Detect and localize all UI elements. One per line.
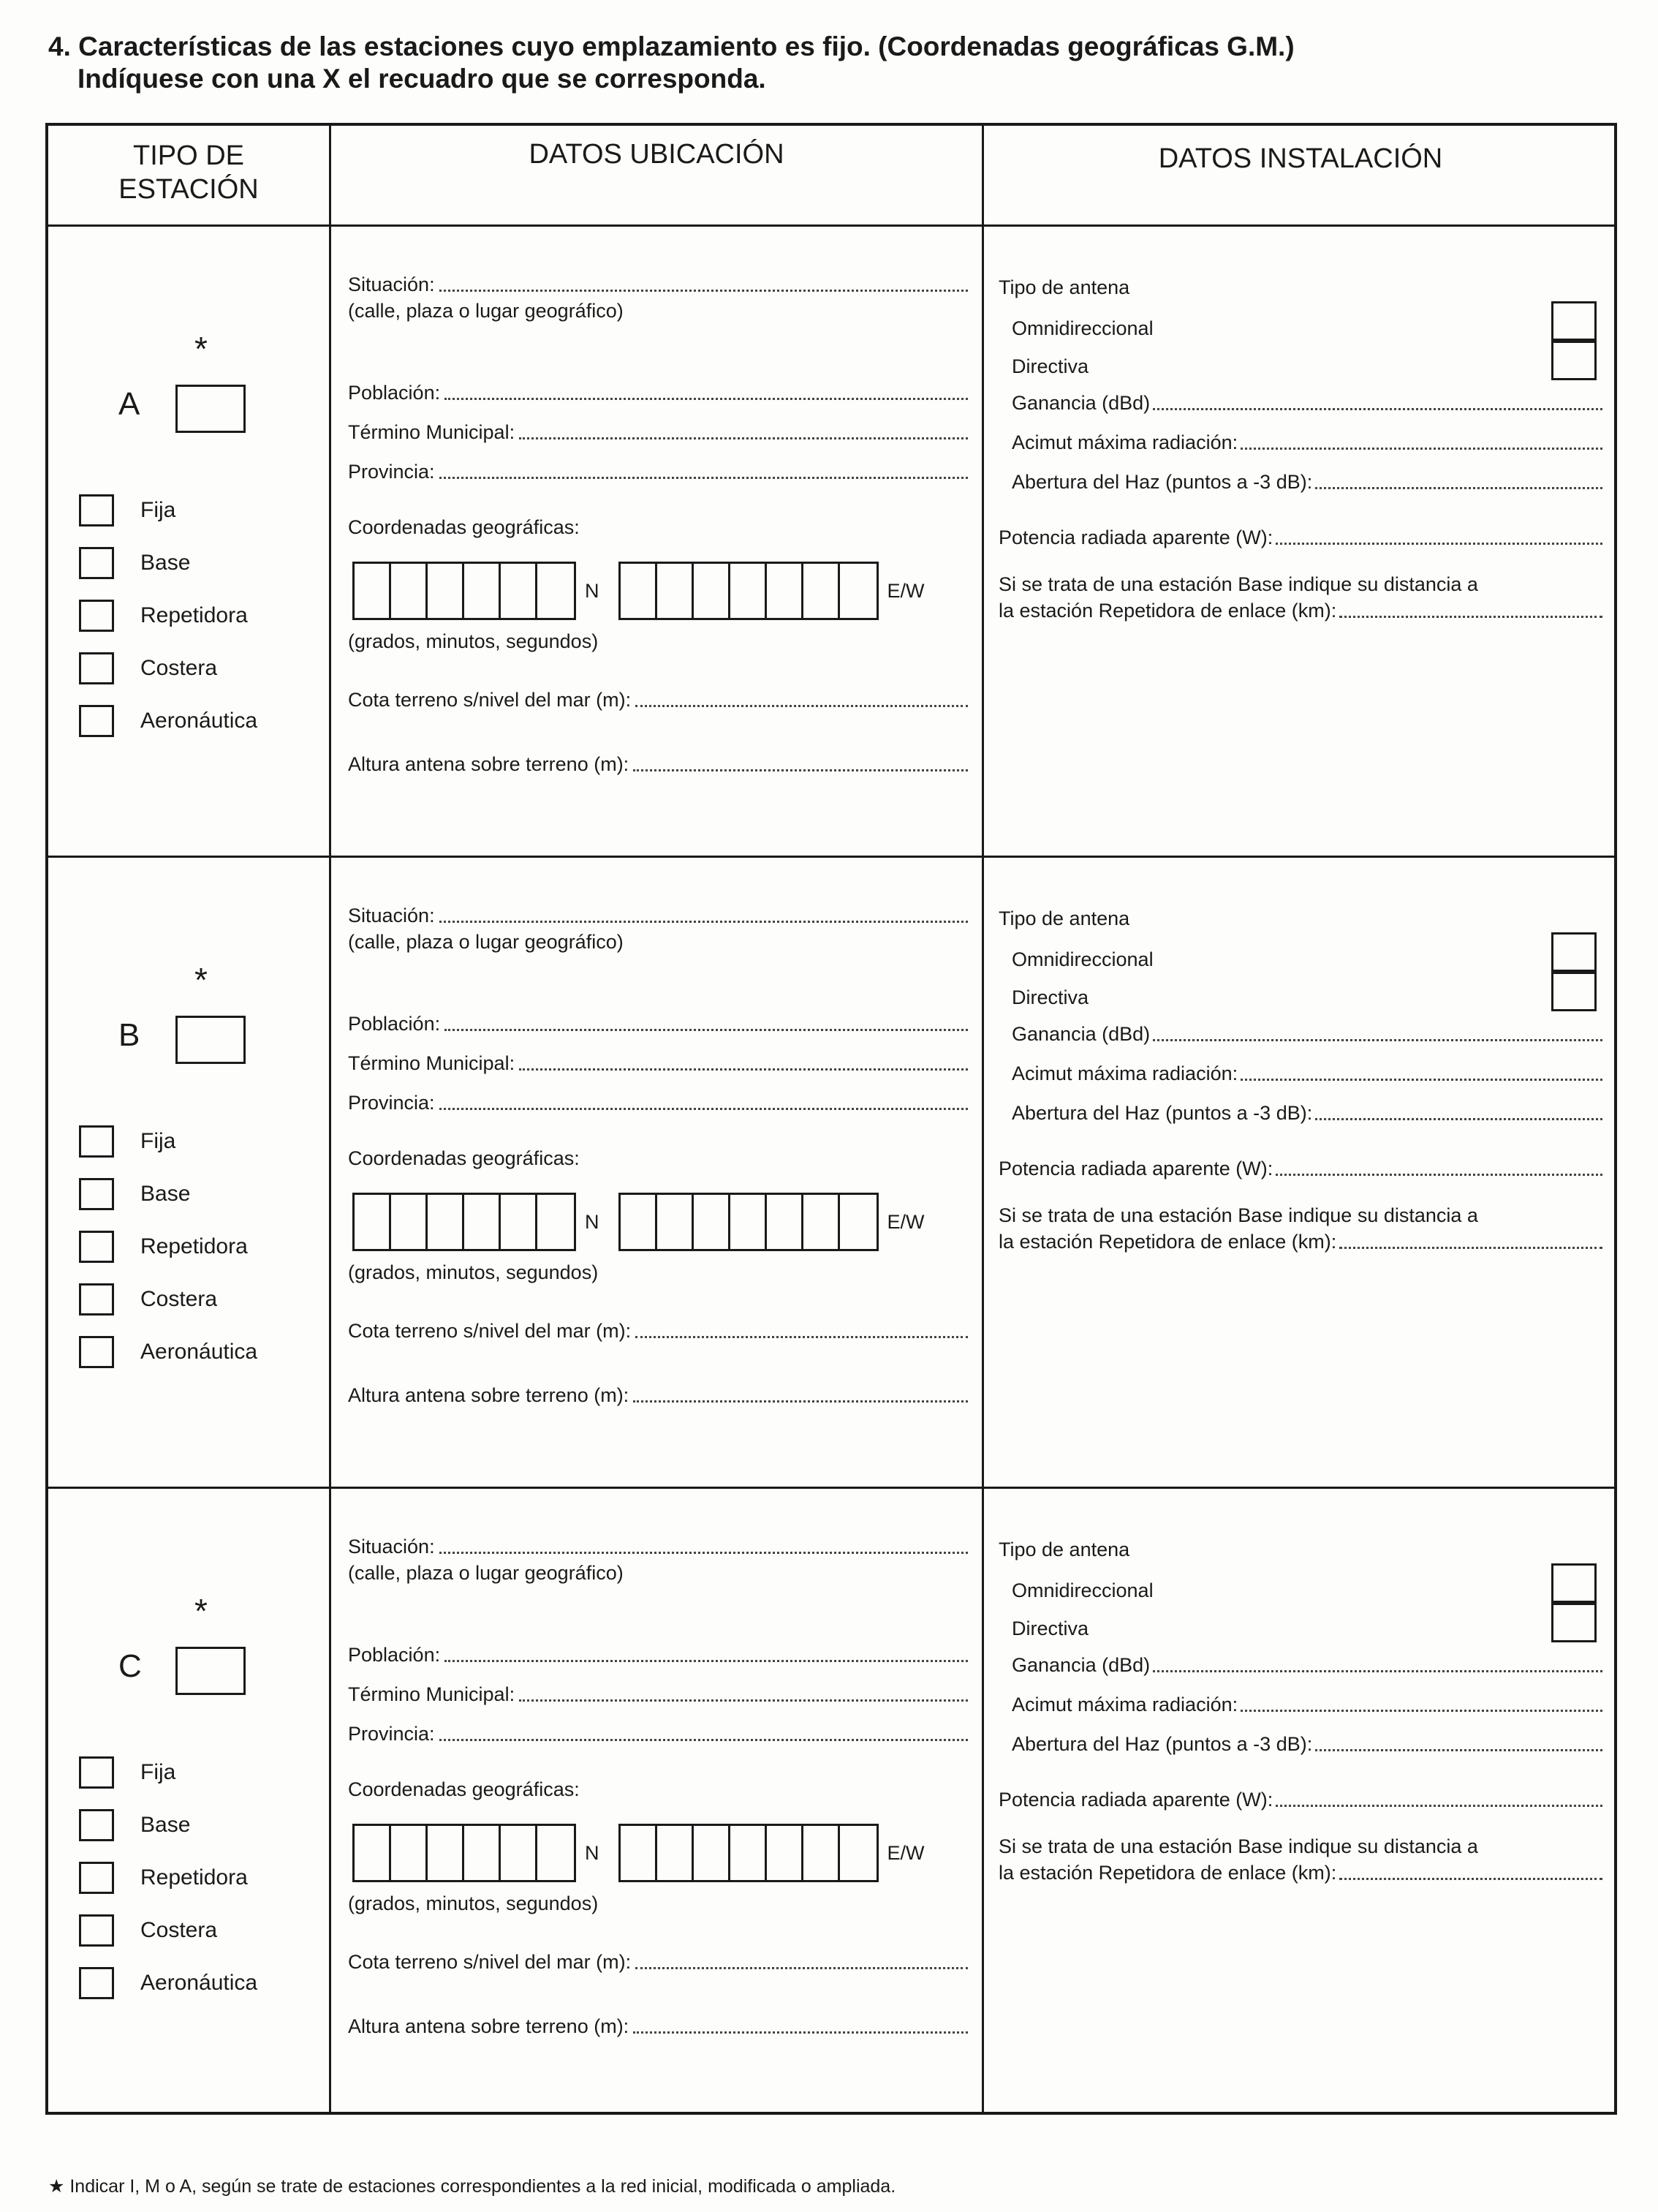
type-label: Fija bbox=[140, 1129, 176, 1153]
fill-line[interactable] bbox=[1241, 434, 1602, 450]
tipo-antena-label: Tipo de antena bbox=[999, 276, 1130, 298]
coord-cell[interactable] bbox=[767, 1195, 803, 1249]
repetidora-checkbox[interactable] bbox=[79, 1231, 114, 1263]
coord-cell[interactable] bbox=[767, 564, 803, 618]
omni-checkbox[interactable] bbox=[1551, 932, 1597, 972]
stations-table bbox=[45, 123, 1617, 2115]
type-option-aeronautica[interactable] bbox=[79, 695, 257, 747]
field-label: Provincia: bbox=[348, 1723, 435, 1745]
fill-line[interactable] bbox=[1276, 1791, 1602, 1807]
coord-cell[interactable] bbox=[501, 1195, 537, 1249]
east-west-label: E/W bbox=[887, 579, 925, 602]
aeronautica-checkbox[interactable] bbox=[79, 1967, 114, 1999]
fill-line[interactable] bbox=[633, 1386, 968, 1403]
station-code-box[interactable] bbox=[175, 1647, 246, 1695]
fill-line[interactable] bbox=[633, 2017, 968, 2034]
coord-cell[interactable] bbox=[803, 1195, 840, 1249]
field-label: Altura antena sobre terreno (m): bbox=[348, 753, 629, 775]
field-label: Abertura del Haz (puntos a -3 dB): bbox=[1012, 1733, 1313, 1755]
repetidora-checkbox[interactable] bbox=[79, 600, 114, 632]
type-option-costera[interactable] bbox=[79, 1273, 257, 1326]
star-marker: * bbox=[194, 330, 208, 368]
coord-cell[interactable] bbox=[694, 1195, 730, 1249]
base-checkbox[interactable] bbox=[79, 1809, 114, 1841]
fill-line[interactable] bbox=[439, 276, 968, 292]
fill-line[interactable] bbox=[444, 1646, 968, 1662]
fill-line[interactable] bbox=[1339, 1233, 1602, 1249]
base-distance-field[interactable] bbox=[999, 1231, 1602, 1253]
fija-checkbox[interactable] bbox=[79, 1756, 114, 1789]
field-label: Ganancia (dBd) bbox=[1012, 392, 1151, 414]
costera-checkbox[interactable] bbox=[79, 1283, 114, 1316]
field-label: Situación: bbox=[348, 273, 435, 295]
omni-checkbox[interactable] bbox=[1551, 301, 1597, 341]
coord-cell[interactable] bbox=[840, 1195, 877, 1249]
coordinates-hint: (grados, minutos, segundos) bbox=[348, 630, 599, 652]
type-option-base[interactable] bbox=[79, 1168, 257, 1220]
fill-line[interactable] bbox=[519, 423, 968, 439]
type-option-base[interactable] bbox=[79, 537, 257, 589]
type-label: Base bbox=[140, 1182, 191, 1206]
star-icon: ★ bbox=[48, 2176, 70, 2197]
station-letter: B bbox=[118, 1017, 140, 1053]
field-label: Ganancia (dBd) bbox=[1012, 1654, 1151, 1676]
coord-cell[interactable] bbox=[428, 564, 464, 618]
fill-line[interactable] bbox=[1276, 529, 1602, 545]
field-label: Altura antena sobre terreno (m): bbox=[348, 2015, 629, 2037]
acimut-field[interactable] bbox=[1012, 1694, 1602, 1716]
field-label: Población: bbox=[348, 382, 441, 404]
coord-cell[interactable] bbox=[803, 1826, 840, 1880]
coord-cell[interactable] bbox=[657, 1195, 694, 1249]
station-code-box[interactable] bbox=[175, 385, 246, 433]
fill-line[interactable] bbox=[1315, 473, 1602, 489]
type-option-base[interactable] bbox=[79, 1799, 257, 1851]
tipo-antena-label: Tipo de antena bbox=[999, 907, 1130, 929]
footnote bbox=[48, 2175, 896, 2197]
field-label: Situación: bbox=[348, 905, 435, 926]
field-label: Provincia: bbox=[348, 461, 435, 483]
coord-cell[interactable] bbox=[428, 1195, 464, 1249]
coordinates-input-row bbox=[352, 562, 944, 620]
abertura-haz-field[interactable] bbox=[1012, 1102, 1602, 1125]
type-option-costera[interactable] bbox=[79, 1904, 257, 1957]
north-label: N bbox=[585, 1210, 599, 1233]
situacion-hint: (calle, plaza o lugar geográfico) bbox=[348, 1562, 624, 1584]
longitude-boxes[interactable] bbox=[618, 1193, 879, 1251]
fill-line[interactable] bbox=[1315, 1735, 1602, 1751]
omni-label: Omnidireccional bbox=[1012, 317, 1154, 339]
altura-antena-field[interactable] bbox=[348, 1384, 968, 1407]
base-distance-text: Si se trata de una estación Base indique su distancia a bbox=[999, 573, 1478, 595]
fill-line[interactable] bbox=[444, 384, 968, 400]
field-label: Potencia radiada aparente (W): bbox=[999, 526, 1273, 548]
header-datos-instalacion: DATOS INSTALACIÓN bbox=[1158, 143, 1443, 174]
header-tipo-estacion: TIPO DE ESTACIÓN bbox=[118, 140, 259, 205]
fill-line[interactable] bbox=[439, 463, 968, 479]
station-letter: A bbox=[118, 386, 140, 422]
costera-checkbox[interactable] bbox=[79, 1914, 114, 1947]
fill-line[interactable] bbox=[1276, 1160, 1602, 1176]
directiva-label: Directiva bbox=[1012, 986, 1089, 1008]
field-label: Provincia: bbox=[348, 1092, 435, 1114]
coord-cell[interactable] bbox=[537, 564, 574, 618]
field-label: Término Municipal: bbox=[348, 1683, 515, 1705]
type-option-costera[interactable] bbox=[79, 642, 257, 695]
type-label: Costera bbox=[140, 656, 218, 680]
field-label: la estación Repetidora de enlace (km): bbox=[999, 600, 1337, 622]
altura-antena-field[interactable] bbox=[348, 2015, 968, 2038]
type-label: Fija bbox=[140, 498, 176, 522]
base-checkbox[interactable] bbox=[79, 1178, 114, 1210]
north-label: N bbox=[585, 1841, 599, 1864]
field-label: Cota terreno s/nivel del mar (m): bbox=[348, 1951, 632, 1973]
coordinates-hint: (grados, minutos, segundos) bbox=[348, 1892, 599, 1914]
fill-line[interactable] bbox=[635, 1322, 968, 1338]
fill-line[interactable] bbox=[444, 1015, 968, 1031]
field-label: Población: bbox=[348, 1644, 441, 1666]
fill-line[interactable] bbox=[439, 1725, 968, 1741]
station-type-list bbox=[79, 1115, 257, 1378]
type-option-fija[interactable] bbox=[79, 1746, 257, 1799]
provincia-field[interactable] bbox=[348, 1723, 968, 1745]
directiva-checkbox[interactable] bbox=[1551, 972, 1597, 1011]
base-distance-field[interactable] bbox=[999, 600, 1602, 622]
coord-cell[interactable] bbox=[391, 564, 428, 618]
ganancia-field[interactable] bbox=[1012, 1654, 1602, 1677]
latitude-boxes[interactable] bbox=[352, 1824, 576, 1882]
coord-cell[interactable] bbox=[464, 564, 501, 618]
cota-terreno-field[interactable] bbox=[348, 689, 968, 711]
directiva-checkbox[interactable] bbox=[1551, 341, 1597, 380]
type-option-aeronautica[interactable] bbox=[79, 1957, 257, 2009]
omni-checkbox[interactable] bbox=[1551, 1563, 1597, 1603]
coord-cell[interactable] bbox=[501, 564, 537, 618]
east-west-label: E/W bbox=[887, 1210, 925, 1233]
type-label: Aeronáutica bbox=[140, 1340, 258, 1364]
field-label: Término Municipal: bbox=[348, 1052, 515, 1074]
fill-line[interactable] bbox=[1153, 1025, 1602, 1041]
latitude-boxes[interactable] bbox=[352, 1193, 576, 1251]
fill-line[interactable] bbox=[635, 1953, 968, 1969]
repetidora-checkbox[interactable] bbox=[79, 1862, 114, 1894]
field-label: Acimut máxima radiación: bbox=[1012, 431, 1238, 453]
coord-cell[interactable] bbox=[840, 1826, 877, 1880]
acimut-field[interactable] bbox=[1012, 431, 1602, 454]
cota-terreno-field[interactable] bbox=[348, 1951, 968, 1974]
field-label: Potencia radiada aparente (W): bbox=[999, 1789, 1273, 1811]
abertura-haz-field[interactable] bbox=[1012, 471, 1602, 494]
directiva-label: Directiva bbox=[1012, 355, 1089, 377]
field-label: Situación: bbox=[348, 1536, 435, 1558]
provincia-field[interactable] bbox=[348, 461, 968, 483]
type-option-repetidora[interactable] bbox=[79, 1851, 257, 1904]
star-marker: * bbox=[194, 961, 208, 999]
coord-cell[interactable] bbox=[803, 564, 840, 618]
coord-cell[interactable] bbox=[621, 564, 657, 618]
coord-cell[interactable] bbox=[657, 564, 694, 618]
fill-line[interactable] bbox=[1241, 1696, 1602, 1712]
coord-cell[interactable] bbox=[428, 1826, 464, 1880]
field-label: Potencia radiada aparente (W): bbox=[999, 1158, 1273, 1179]
directiva-label: Directiva bbox=[1012, 1618, 1089, 1639]
type-label: Repetidora bbox=[140, 1865, 248, 1890]
fill-line[interactable] bbox=[439, 1538, 968, 1554]
potencia-field[interactable] bbox=[999, 1158, 1602, 1180]
provincia-field[interactable] bbox=[348, 1092, 968, 1114]
field-label: Cota terreno s/nivel del mar (m): bbox=[348, 1320, 632, 1342]
coord-cell[interactable] bbox=[730, 1826, 767, 1880]
type-option-repetidora[interactable] bbox=[79, 1220, 257, 1273]
base-distance-text: Si se trata de una estación Base indique su distancia a bbox=[999, 1204, 1478, 1226]
fija-checkbox[interactable] bbox=[79, 1125, 114, 1158]
type-label: Base bbox=[140, 1813, 191, 1837]
station-type-list bbox=[79, 484, 257, 747]
altura-antena-field[interactable] bbox=[348, 753, 968, 776]
type-label: Costera bbox=[140, 1287, 218, 1311]
type-label: Fija bbox=[140, 1760, 176, 1784]
field-label: la estación Repetidora de enlace (km): bbox=[999, 1862, 1337, 1884]
coord-cell[interactable] bbox=[730, 564, 767, 618]
poblacion-field[interactable] bbox=[348, 1644, 968, 1666]
fill-line[interactable] bbox=[635, 691, 968, 707]
fill-line[interactable] bbox=[1315, 1104, 1602, 1120]
potencia-field[interactable] bbox=[999, 1789, 1602, 1811]
field-label: Abertura del Haz (puntos a -3 dB): bbox=[1012, 1102, 1313, 1124]
section-heading bbox=[48, 31, 1613, 95]
acimut-field[interactable] bbox=[1012, 1062, 1602, 1085]
fill-line[interactable] bbox=[439, 1094, 968, 1110]
omni-label: Omnidireccional bbox=[1012, 1579, 1154, 1601]
potencia-field[interactable] bbox=[999, 526, 1602, 549]
coord-cell[interactable] bbox=[730, 1195, 767, 1249]
fija-checkbox[interactable] bbox=[79, 494, 114, 526]
type-label: Aeronáutica bbox=[140, 1971, 258, 1995]
ganancia-field[interactable] bbox=[1012, 392, 1602, 415]
fill-line[interactable] bbox=[519, 1686, 968, 1702]
station-code-box[interactable] bbox=[175, 1016, 246, 1064]
coord-cell[interactable] bbox=[657, 1826, 694, 1880]
field-label: la estación Repetidora de enlace (km): bbox=[999, 1231, 1337, 1253]
directiva-checkbox[interactable] bbox=[1551, 1603, 1597, 1642]
coordenadas-label: Coordenadas geográficas: bbox=[348, 516, 580, 538]
field-label: Término Municipal: bbox=[348, 421, 515, 443]
fill-line[interactable] bbox=[1339, 1864, 1602, 1880]
fill-line[interactable] bbox=[1153, 394, 1602, 410]
base-distance-field[interactable] bbox=[999, 1862, 1602, 1884]
field-label: Altura antena sobre terreno (m): bbox=[348, 1384, 629, 1406]
coord-cell[interactable] bbox=[621, 1195, 657, 1249]
fill-line[interactable] bbox=[439, 907, 968, 923]
situacion-hint: (calle, plaza o lugar geográfico) bbox=[348, 931, 624, 953]
type-option-repetidora[interactable] bbox=[79, 589, 257, 642]
station-type-list bbox=[79, 1746, 257, 2009]
longitude-boxes[interactable] bbox=[618, 562, 879, 620]
coordenadas-label: Coordenadas geográficas: bbox=[348, 1778, 580, 1800]
field-label: Cota terreno s/nivel del mar (m): bbox=[348, 689, 632, 711]
longitude-boxes[interactable] bbox=[618, 1824, 879, 1882]
coord-cell[interactable] bbox=[464, 1826, 501, 1880]
coord-cell[interactable] bbox=[621, 1826, 657, 1880]
abertura-haz-field[interactable] bbox=[1012, 1733, 1602, 1756]
east-west-label: E/W bbox=[887, 1841, 925, 1864]
coord-cell[interactable] bbox=[391, 1195, 428, 1249]
coord-cell[interactable] bbox=[537, 1195, 574, 1249]
type-option-fija[interactable] bbox=[79, 484, 257, 537]
coordinates-input-row bbox=[352, 1193, 944, 1251]
situacion-hint: (calle, plaza o lugar geográfico) bbox=[348, 300, 624, 322]
costera-checkbox[interactable] bbox=[79, 652, 114, 684]
type-label: Repetidora bbox=[140, 603, 248, 627]
poblacion-field[interactable] bbox=[348, 382, 968, 404]
coordenadas-label: Coordenadas geográficas: bbox=[348, 1147, 580, 1169]
latitude-boxes[interactable] bbox=[352, 562, 576, 620]
fill-line[interactable] bbox=[519, 1054, 968, 1071]
star-marker: * bbox=[194, 1592, 208, 1630]
field-label: Abertura del Haz (puntos a -3 dB): bbox=[1012, 471, 1313, 493]
base-checkbox[interactable] bbox=[79, 547, 114, 579]
coord-cell[interactable] bbox=[537, 1826, 574, 1880]
fill-line[interactable] bbox=[633, 755, 968, 771]
field-label: Acimut máxima radiación: bbox=[1012, 1694, 1238, 1715]
coordinates-input-row bbox=[352, 1824, 944, 1882]
cota-terreno-field[interactable] bbox=[348, 1320, 968, 1343]
termino-municipal-field[interactable] bbox=[348, 421, 968, 444]
field-label: Población: bbox=[348, 1013, 441, 1035]
coord-cell[interactable] bbox=[840, 564, 877, 618]
header-datos-ubicacion: DATOS UBICACIÓN bbox=[529, 139, 784, 170]
coord-cell[interactable] bbox=[501, 1826, 537, 1880]
heading-line-2: Indíquese con una X el recuadro que se corresponda. bbox=[77, 64, 766, 94]
coord-cell[interactable] bbox=[391, 1826, 428, 1880]
coord-cell[interactable] bbox=[355, 1826, 391, 1880]
field-label: Ganancia (dBd) bbox=[1012, 1023, 1151, 1045]
coord-cell[interactable] bbox=[355, 564, 391, 618]
aeronautica-checkbox[interactable] bbox=[79, 705, 114, 737]
termino-municipal-field[interactable] bbox=[348, 1683, 968, 1706]
heading-line-1: 4. Características de las estaciones cuyo emplazamiento es fijo. (Coordenadas geográficas G.M.) bbox=[48, 31, 1295, 61]
situacion-field[interactable] bbox=[348, 1536, 968, 1558]
aeronautica-checkbox[interactable] bbox=[79, 1336, 114, 1368]
type-option-aeronautica[interactable] bbox=[79, 1326, 257, 1378]
tipo-antena-label: Tipo de antena bbox=[999, 1539, 1130, 1560]
type-label: Repetidora bbox=[140, 1234, 248, 1258]
ganancia-field[interactable] bbox=[1012, 1023, 1602, 1046]
omni-label: Omnidireccional bbox=[1012, 948, 1154, 970]
poblacion-field[interactable] bbox=[348, 1013, 968, 1035]
north-label: N bbox=[585, 579, 599, 602]
fill-line[interactable] bbox=[1241, 1065, 1602, 1081]
situacion-field[interactable] bbox=[348, 905, 968, 927]
type-label: Base bbox=[140, 551, 191, 575]
type-label: Aeronáutica bbox=[140, 709, 258, 733]
type-label: Costera bbox=[140, 1918, 218, 1942]
situacion-field[interactable] bbox=[348, 273, 968, 296]
fill-line[interactable] bbox=[1339, 602, 1602, 618]
coord-cell[interactable] bbox=[767, 1826, 803, 1880]
station-letter: C bbox=[118, 1648, 142, 1684]
field-label: Acimut máxima radiación: bbox=[1012, 1062, 1238, 1084]
termino-municipal-field[interactable] bbox=[348, 1052, 968, 1075]
station-b bbox=[48, 858, 1614, 1487]
coord-cell[interactable] bbox=[694, 564, 730, 618]
base-distance-text: Si se trata de una estación Base indique su distancia a bbox=[999, 1835, 1478, 1857]
coord-cell[interactable] bbox=[694, 1826, 730, 1880]
footnote-text: Indicar I, M o A, según se trate de estaciones correspondientes a la red inicial, modificada o ampliada. bbox=[69, 2176, 896, 2197]
station-c bbox=[48, 1489, 1614, 2118]
coordinates-hint: (grados, minutos, segundos) bbox=[348, 1261, 599, 1283]
coord-cell[interactable] bbox=[355, 1195, 391, 1249]
type-option-fija[interactable] bbox=[79, 1115, 257, 1168]
fill-line[interactable] bbox=[1153, 1656, 1602, 1672]
station-a bbox=[48, 227, 1614, 856]
coord-cell[interactable] bbox=[464, 1195, 501, 1249]
